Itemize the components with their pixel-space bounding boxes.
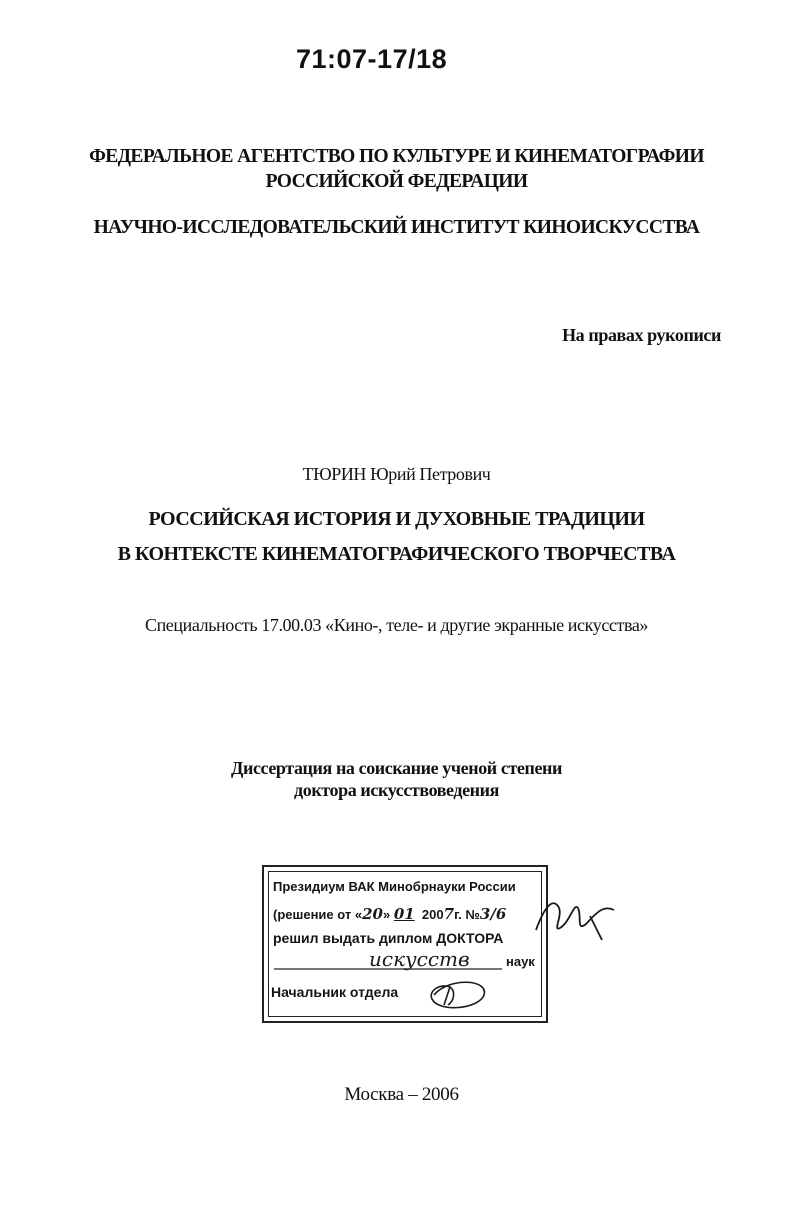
dissertation-line-1: Диссертация на соискание ученой степени [230, 758, 562, 778]
document-code: 71:07-17/18 [296, 44, 448, 74]
flourish-stroke [536, 903, 614, 940]
stamp-head-label: Начальник отдела [271, 984, 399, 1000]
signature-mark [431, 982, 484, 1007]
stamp-science-word: наук [506, 954, 535, 969]
stamp-month-sep: » [382, 907, 391, 922]
stamp-field-handwritten: искусств [369, 947, 470, 971]
specialty: Специальность 17.00.03 «Кино-, теле- и другие экранные искусства» [144, 615, 649, 635]
stamp-number-handwritten: 3/6 [479, 905, 507, 923]
stamp-year-handwritten: 7 [443, 905, 455, 923]
stamp-month-handwritten: 01 [393, 905, 415, 923]
dissertation-line-2: доктора искусствоведения [294, 780, 499, 800]
institute-name: НАУЧНО-ИССЛЕДОВАТЕЛЬСКИЙ ИНСТИТУТ КИНОИСКУССТВА [93, 217, 700, 238]
stamp-year-prefix: 200 [421, 907, 444, 922]
stamp-handwriting-layer [264, 867, 550, 1025]
thesis-title-line-2: В КОНТЕКСТЕ КИНЕМАТОГРАФИЧЕСКОГО ТВОРЧЕСТВА [117, 543, 676, 565]
stamp-line-1: Президиум ВАК Минобрнауки России [273, 879, 516, 894]
vak-stamp [262, 865, 548, 1023]
manuscript-note: На правах рукописи [562, 325, 721, 345]
author-name: ТЮРИН Юрий Петрович [302, 464, 491, 484]
stamp-line-3: решил выдать диплом ДОКТОРА [273, 930, 504, 946]
stamp-decision-prefix: (решение от « [273, 907, 363, 922]
stamp-number-label: г. № [454, 907, 480, 922]
stamp-flourish [530, 888, 620, 958]
stamp-day-handwritten: 20 [362, 905, 383, 923]
thesis-title-line-1: РОССИЙСКАЯ ИСТОРИЯ И ДУХОВНЫЕ ТРАДИЦИИ [148, 508, 645, 530]
agency-line-1: ФЕДЕРАЛЬНОЕ АГЕНТСТВО ПО КУЛЬТУРЕ И КИНЕМАТОГРАФИИ [89, 146, 704, 167]
city-year: Москва – 2006 [344, 1084, 459, 1105]
agency-line-2: РОССИЙСКОЙ ФЕДЕРАЦИИ [265, 171, 528, 192]
